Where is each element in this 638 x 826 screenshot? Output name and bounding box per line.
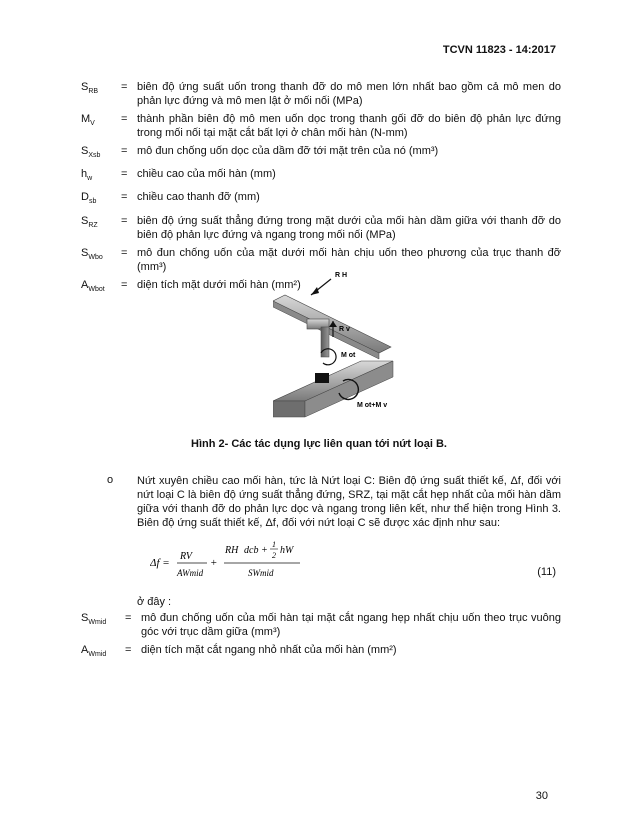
definition-row: $S_{RZ}$ = biên độ ứng suất thẳng đứng trong mặt dưới của mối hàn dầm giữa với thanh đỡ do biên độ phản lực đứng và ngang trong mối nối (MPa)	[81, 214, 561, 241]
symbol: $A_{Wmid}$	[81, 644, 107, 659]
definition-text: thành phần biên độ mô men uốn dọc trong thanh gối đỡ do biên độ phản lực đứng trong mối nối tại mặt cắt bất lợi ở chân mối hàn (N-mm)	[137, 113, 561, 139]
formula-rv: RV	[180, 551, 193, 562]
formula-svg	[150, 536, 310, 584]
definition-row: $S_{Xsb}$ = mô đun chống uốn dọc của dầm đỡ tới mặt trên của nó (mm³)	[81, 144, 561, 163]
paragraph-crack-type-c: Nứt xuyên chiều cao mối hàn, tức là Nứt loại C: Biên độ ứng suất thiết kế, Δf, đối với nứt loại C là biên độ ứng suất thẳng đứng, SRZ, tại mặt cắt hẹp nhất của mối hàn dầm giữa với thanh đỡ do phản lực dọc và ngang trong liên kết, như thể hiện trong Hình 3. Biên độ ứng suất thiết kế, Δf, đối với nứt loại C sẽ được xác định như sau:	[137, 475, 561, 529]
definition-text: mô đun chống uốn dọc của dầm đỡ tới mặt trên của nó (mm³)	[137, 145, 439, 157]
force-diagram-figure	[273, 269, 433, 429]
definition-text: chiều cao thanh đỡ (mm)	[137, 191, 260, 204]
formula-plus: +	[210, 557, 218, 569]
label-rv: R v	[339, 326, 350, 333]
symbol: $S_{Wmid}$	[81, 612, 107, 627]
definition-text: mô đun chống uốn của mối hàn tại mặt cắt ngang hẹp nhất chịu uốn theo trục vuông góc với trục dầm giữa (mm³)	[141, 612, 561, 638]
label-mot-mv: M ot+M v	[357, 402, 388, 409]
definition-row: $S_{Wmid}$ = mô đun chống uốn của mối hàn tại mặt cắt ngang hẹp nhất chịu uốn theo trục vuông góc với trục dầm giữa (mm³)	[81, 612, 561, 638]
equation-number: (11)	[537, 566, 556, 578]
formula-swmid: SWmid	[248, 568, 274, 578]
definition-row: $h_w$ = chiều cao của mối hàn (mm)	[81, 167, 561, 186]
definition-text: biên độ ứng suất thẳng đứng trong mặt dưới của mối hàn dầm giữa với thanh đỡ do biên độ phản lực đứng và ngang trong mối nối (MPa)	[137, 214, 561, 241]
formula-hw: hW	[280, 545, 294, 556]
definitions-list-2	[81, 611, 561, 666]
label-rh: R H	[335, 272, 348, 279]
symbol: $S_{RZ}$	[81, 214, 98, 229]
arrow-rh-head	[311, 287, 319, 295]
definitions-list	[81, 80, 561, 301]
symbol: $S_{Xsb}$	[81, 145, 101, 160]
bullet-marker: o	[107, 474, 114, 486]
formula-lhs: Δf =	[150, 557, 170, 569]
where-label: ở đây :	[137, 596, 172, 608]
definition-row: $A_{Wbot}$ = diện tích mặt dưới mối hàn (mm²)	[81, 278, 561, 297]
lower-beam-web	[273, 401, 305, 417]
label-mot: M ot	[341, 352, 356, 359]
symbol: $A_{Wbot}$	[81, 278, 105, 293]
definition-text: biên độ ứng suất uốn trong thanh đỡ do mô men lớn nhất bao gồm cả mô men do phản lực đứng và mô men lật ở mối nối (MPa)	[137, 81, 561, 107]
symbol: $h_w$	[81, 168, 93, 183]
symbol: $S_{Wbo}$	[81, 246, 103, 261]
definition-row: $M_V$ = thành phần biên độ mô men uốn dọc trong thanh gối đỡ do biên độ phản lực đứng trong mối nối tại mặt cắt bất lợi ở chân mối hàn (N-mm)	[81, 113, 561, 139]
definition-row: $D_{sb}$ = chiều cao thanh đỡ (mm)	[81, 190, 561, 209]
bracket-post	[321, 327, 329, 357]
formula-half-num: 1	[272, 540, 276, 549]
formula-rh: RH	[225, 545, 239, 556]
definition-row: $S_{RB}$ = biên độ ứng suất uốn trong thanh đỡ do mô men lớn nhất bao gồm cả mô men do phản lực đứng và mô men lật ở mối nối (MPa)	[81, 81, 561, 107]
symbol: $D_{sb}$	[81, 191, 97, 206]
definition-text: diện tích mặt dưới mối hàn (mm²)	[137, 278, 301, 291]
weld-block	[315, 373, 329, 383]
page-number: 30	[535, 790, 548, 802]
figure-caption: Hình 2- Các tác dụng lực liên quan tới nứt loại B.	[191, 438, 447, 450]
formula-half-den: 2	[272, 551, 276, 560]
definition-text: diện tích mặt cắt ngang nhỏ nhất của mối hàn (mm²)	[141, 644, 397, 656]
formula-awmid: AWmid	[177, 568, 204, 578]
definition-row: $A_{Wmid}$ = diện tích mặt cắt ngang nhỏ nhất của mối hàn (mm²)	[81, 643, 561, 662]
symbol: $S_{RB}$	[81, 81, 99, 96]
definition-text: chiều cao của mối hàn (mm)	[137, 168, 276, 181]
document-header: TCVN 11823 - 14:2017	[442, 44, 556, 56]
definition-row: $S_{Wbo}$ = mô đun chống uốn của mặt dưới mối hàn chịu uốn theo phương của trục thanh đỡ (mm³)	[81, 246, 561, 273]
symbol: $M_V$	[81, 113, 95, 128]
definition-text: mô đun chống uốn của mặt dưới mối hàn chịu uốn theo phương của trục thanh đỡ (mm³)	[137, 246, 561, 273]
formula-11	[150, 536, 310, 587]
formula-dcb: dcb +	[244, 545, 268, 556]
